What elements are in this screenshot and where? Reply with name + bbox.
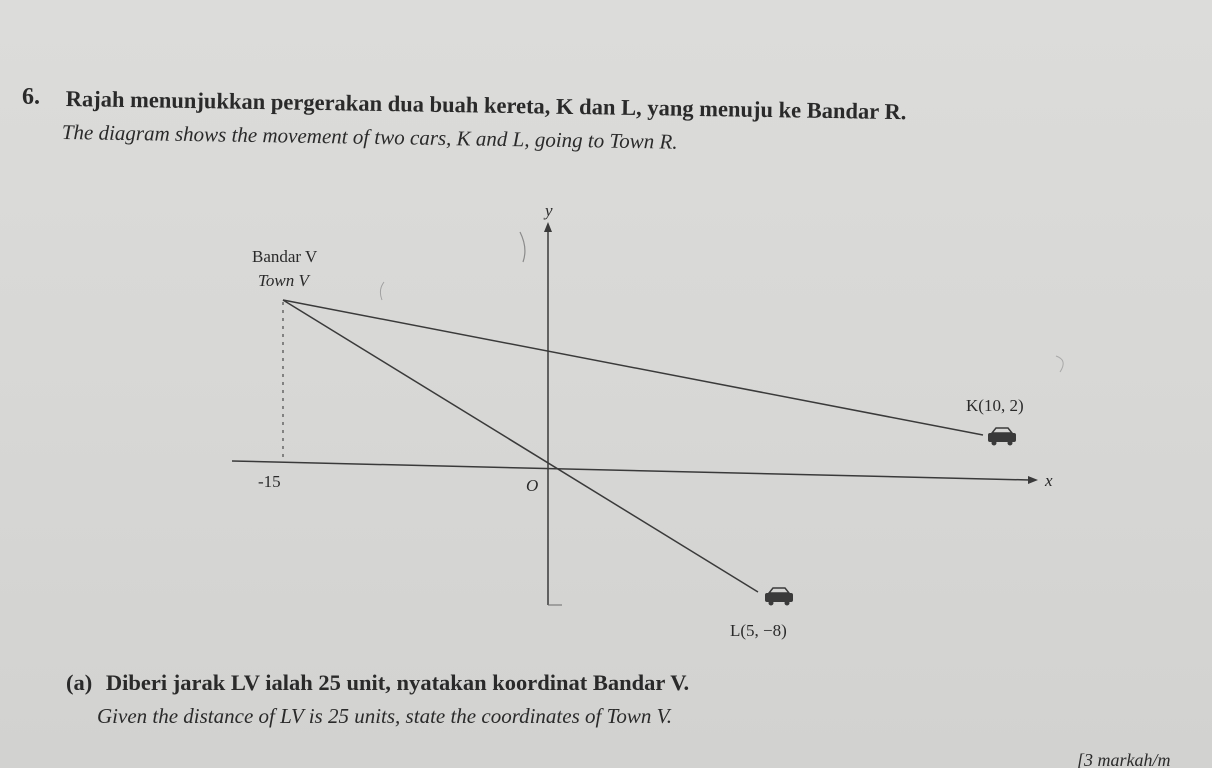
car-body [765,593,793,602]
x-axis-label: x [1045,471,1053,490]
car-body [988,433,1016,442]
car-wheel [1008,441,1013,446]
x-tick-label: -15 [258,472,281,491]
part-a-label: (a) [66,670,93,695]
y-axis-arrow [544,222,552,232]
part-a-text-english: Given the distance of LV is 25 units, state the coordinates of Town V. [97,704,672,728]
paper-mark [380,282,384,300]
question-statement-english: The diagram shows the movement of two cars, K and L, going to Town R. [61,120,678,154]
route-k [283,300,983,435]
origin-label: O [526,476,539,495]
y-axis-label: y [545,201,553,220]
marks-label: [3 markah/m [1077,750,1171,768]
question-statement-malay: Rajah menunjukkan pergerakan dua buah kereta, K dan L, yang menuju ke Bandar R. [65,86,907,125]
car-k-icon [988,428,1016,446]
car-l-icon [765,588,793,606]
part-a-malay [66,670,689,696]
car-wheel [769,601,774,606]
car-roof [992,428,1012,433]
car-wheel [785,601,790,606]
point-l-label: L(5, −8) [730,621,787,640]
car-roof [769,588,789,593]
paper-mark [520,232,525,262]
town-label-malay: Bandar V [252,247,318,266]
question-number: 6. [22,84,40,110]
car-wheel [992,441,997,446]
paper-mark [1056,356,1063,372]
route-l [283,300,758,592]
town-label-english: Town V [258,271,309,290]
part-a-text-malay: Diberi jarak LV ialah 25 unit, nyatakan koordinat Bandar V. [105,670,690,695]
point-k-label: K(10, 2) [966,396,1024,415]
x-axis [232,461,1030,480]
x-axis-arrow [1028,476,1038,484]
